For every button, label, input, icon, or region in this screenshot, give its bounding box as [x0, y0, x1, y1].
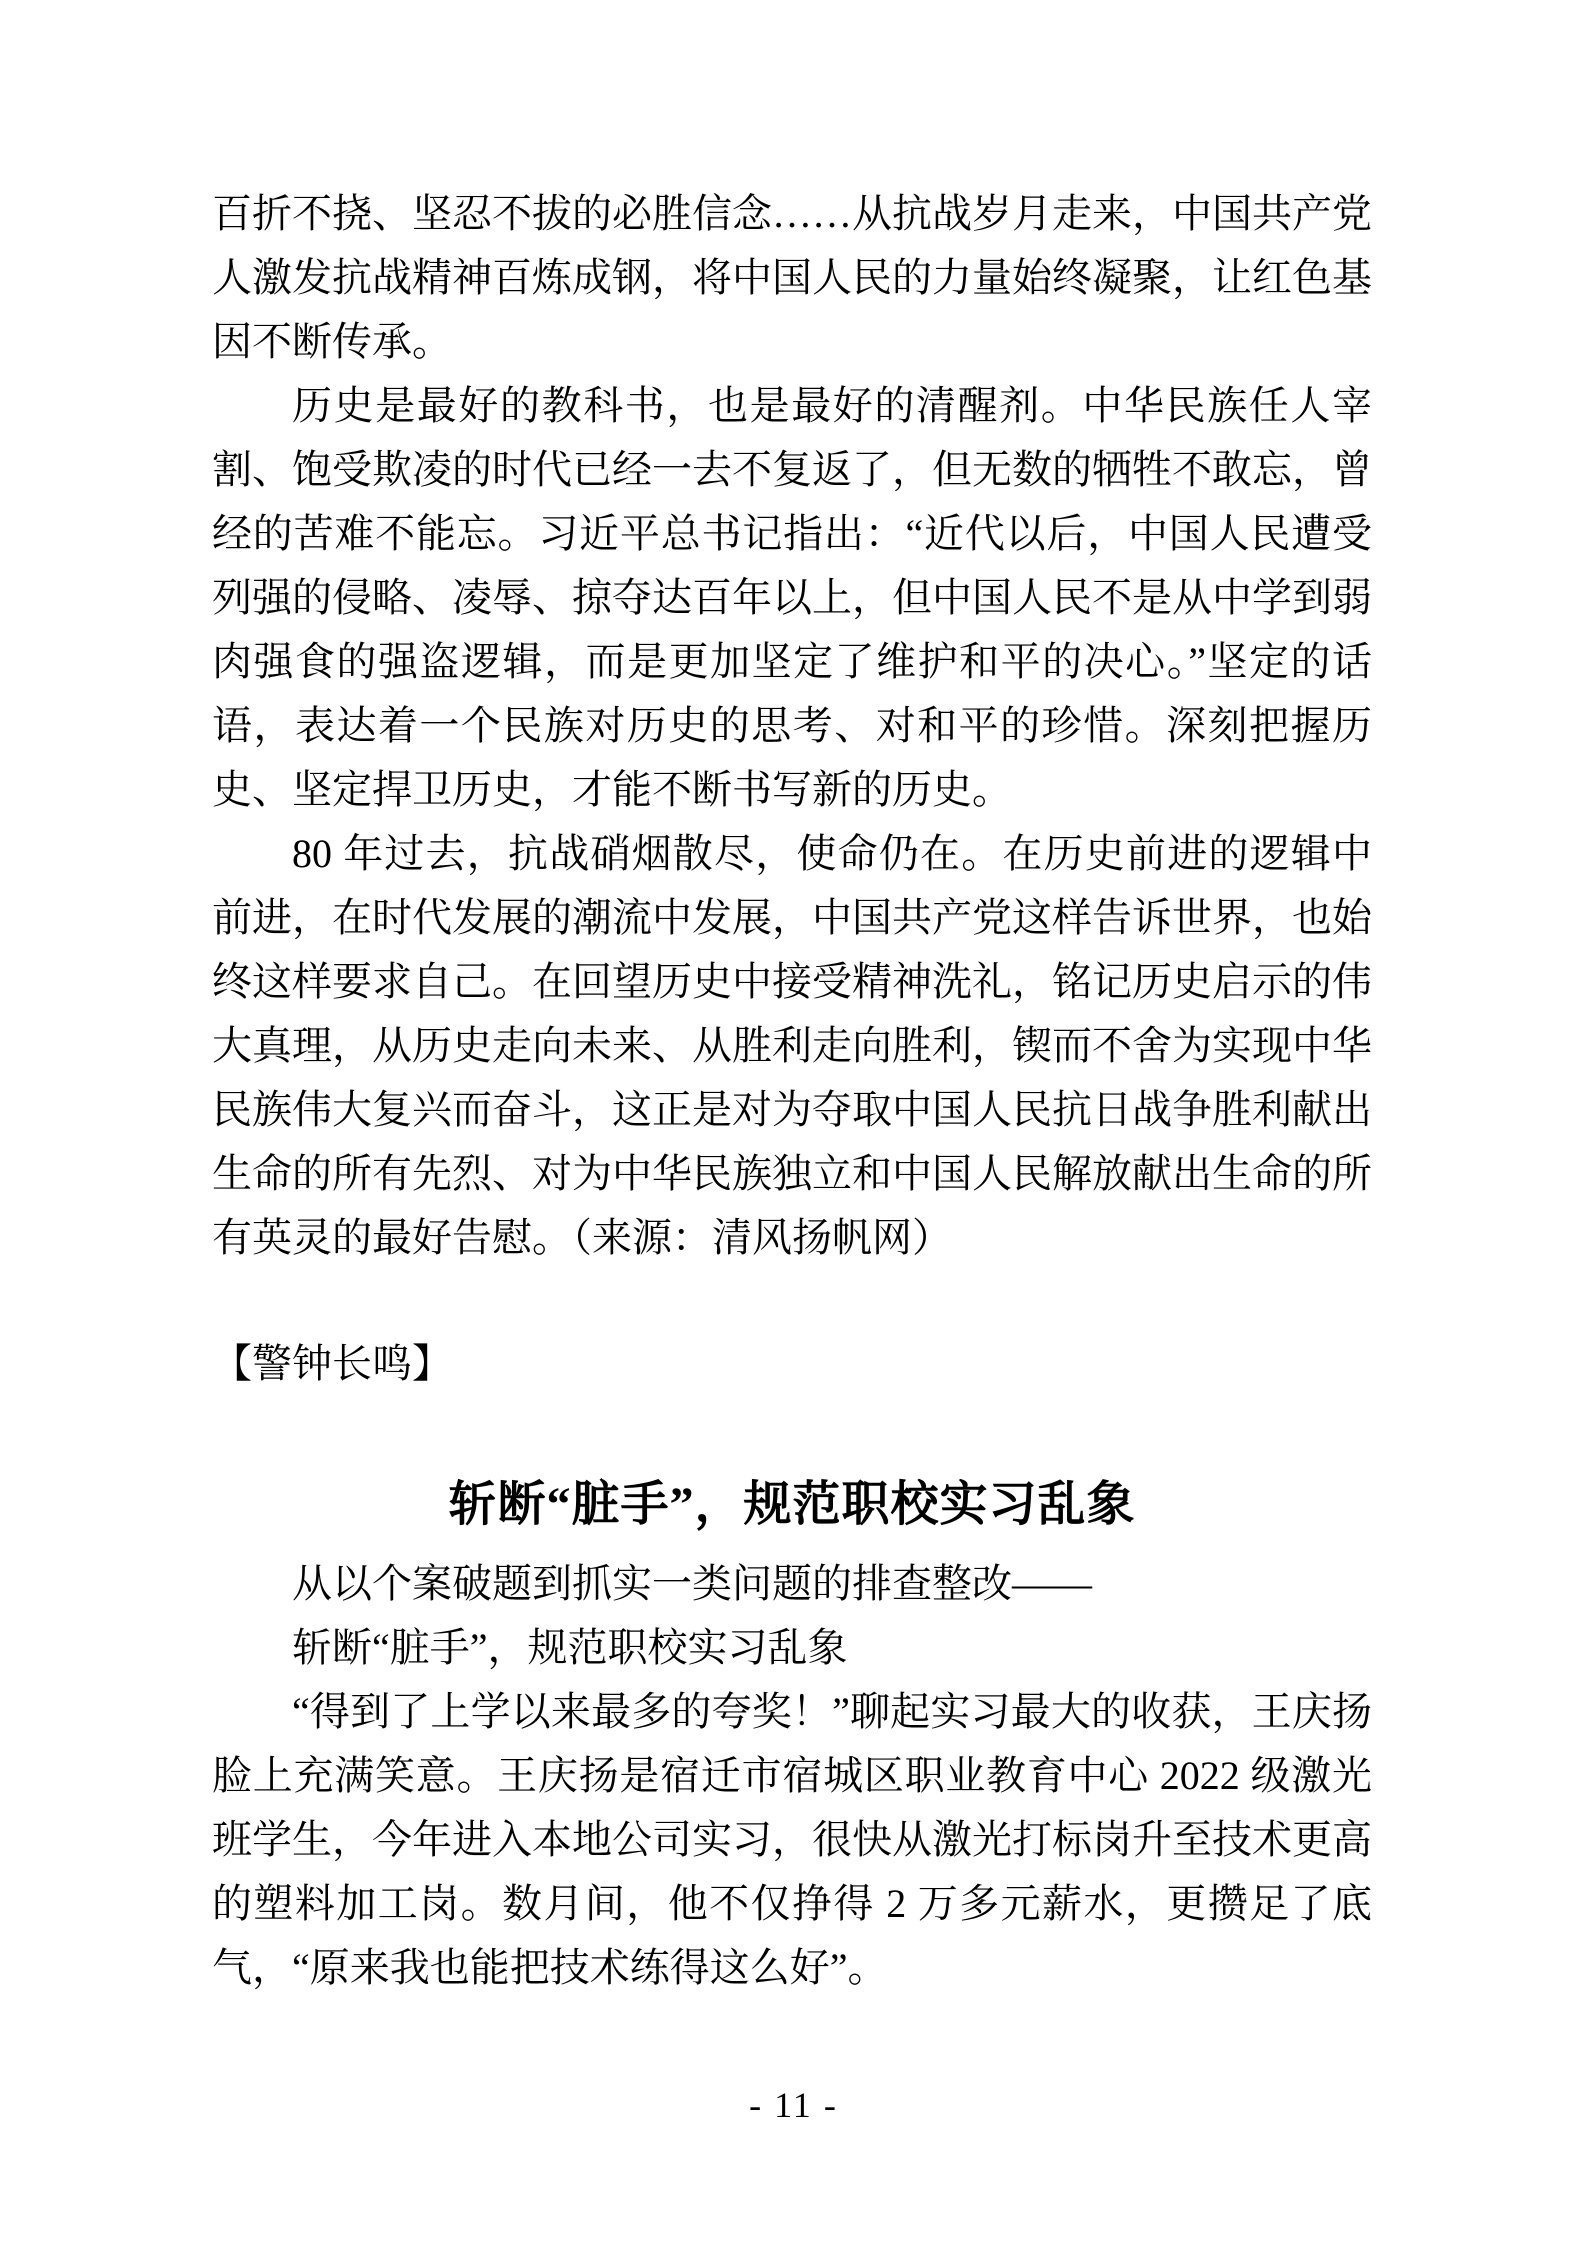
article-title: 斩断“脏手”，规范职校实习乱象: [448, 1478, 1136, 1531]
page-content: [212, 182, 1372, 2000]
paragraph-continuation: 百折不挠、坚忍不拔的必胜信念……从抗战岁月走来，中国共产党人激发抗战精神百炼成钢，将中国人民的力量始终凝聚，让红色基因不断传承。: [212, 191, 1372, 364]
section-marker: 【警钟长鸣】: [212, 1341, 452, 1386]
paragraph: “得到了上学以来最多的夸奖！”聊起实习最大的收获，王庆扬脸上充满笑意。王庆扬是宿迁市宿城区职业教育中心 2022 级激光班学生，今年进入本地公司实习，很快从激光打标岗升至技术更高的塑料加工岗。数月间，他不仅挣得 2 万多元薪水，更攒足了底气，“原来我也能把技术练得这么好”。: [212, 1689, 1372, 1990]
subtitle-line: 斩断“脏手”，规范职校实习乱象: [292, 1625, 848, 1670]
paragraph: 历史是最好的教科书，也是最好的清醒剂。中华民族任人宰割、饱受欺凌的时代已经一去不复返了，但无数的牺牲不敢忘，曾经的苦难不能忘。习近平总书记指出：“近代以后，中国人民遭受列强的侵略、凌辱、掠夺达百年以上，但中国人民不是从中学到弱肉强食的强盗逻辑，而是更加坚定了维护和平的决心。”坚定的话语，表达着一个民族对历史的思考、对和平的珍惜。深刻把握历史、坚定捍卫历史，才能不断书写新的历史。: [212, 383, 1372, 812]
paragraph: 80 年过去，抗战硝烟散尽，使命仍在。在历史前进的逻辑中前进，在时代发展的潮流中发展，中国共产党这样告诉世界，也始终这样要求自己。在回望历史中接受精神洗礼，铭记历史启示的伟大真理，从历史走向未来、从胜利走向胜利，锲而不舍为实现中华民族伟大复兴而奋斗，这正是对为夺取中国人民抗日战争胜利献出生命的所有先烈、对为中华民族独立和中国人民解放献出生命的所有英灵的最好告慰。（来源：清风扬帆网）: [212, 831, 1372, 1260]
subtitle-line: 从以个案破题到抓实一类问题的排查整改——: [292, 1561, 1092, 1606]
page-number: - 11 -: [749, 2085, 838, 2125]
